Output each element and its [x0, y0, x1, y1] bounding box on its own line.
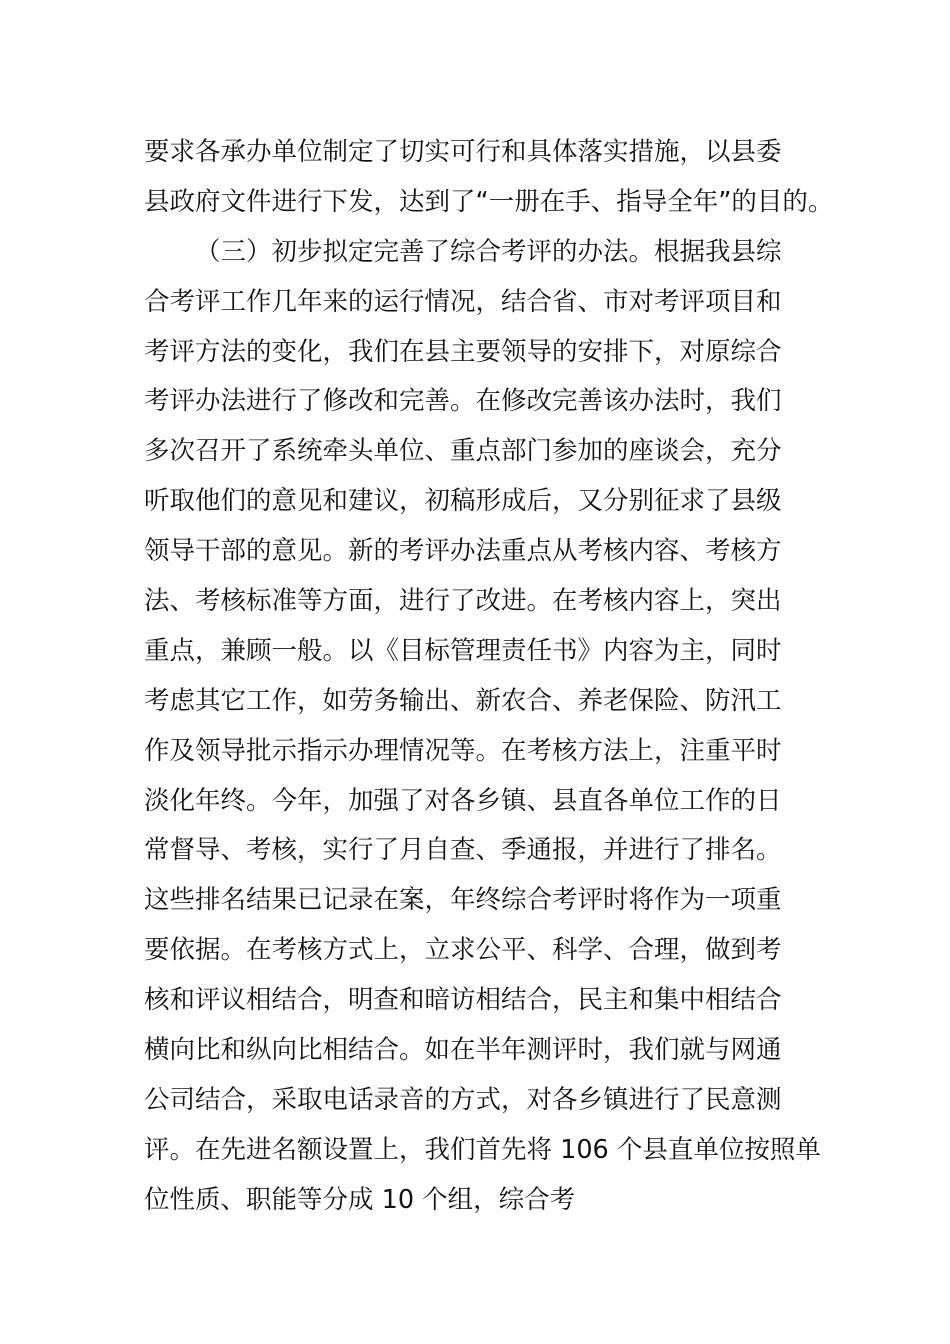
text-line-21: 评。在先进名额设置上，我们首先将 106 个县直单位按照单: [144, 1134, 821, 1165]
text-line-14: 淡化年终。今年，加强了对各乡镇、县直各单位工作的日: [144, 785, 782, 816]
text-line-6: 考评办法进行了修改和完善。在修改完善该办法时，我们: [144, 386, 782, 417]
text-line-12: 考虑其它工作，如劳务输出、新农合、养老保险、防汛工: [144, 685, 782, 716]
text-line-4: 合考评工作几年来的运行情况，结合省、市对考评项目和: [144, 286, 782, 317]
text-line-1: 要求各承办单位制定了切实可行和具体落实措施，以县委: [144, 137, 782, 167]
text-line-20: 公司结合，采取电话录音的方式，对各乡镇进行了民意测: [144, 1084, 782, 1115]
text-line-19: 横向比和纵向比相结合。如在半年测评时，我们就与网通: [144, 1035, 782, 1066]
text-line-22: 位性质、职能等分成 10 个组，综合考: [144, 1184, 576, 1215]
text-line-16: 这些排名结果已记录在案，年终综合考评时将作为一项重: [144, 885, 782, 916]
text-line-17: 要依据。在考核方式上，立求公平、科学、合理，做到考: [144, 935, 782, 966]
text-line-11: 重点，兼顾一般。以《目标管理责任书》内容为主，同时: [144, 635, 782, 666]
text-line-5: 考评方法的变化，我们在县主要领导的安排下，对原综合: [144, 336, 782, 367]
text-line-2: 县政府文件进行下发，达到了“一册在手、指导全年”的目的。: [144, 186, 834, 217]
text-line-18: 核和评议相结合，明查和暗访相结合，民主和集中相结合: [144, 985, 782, 1016]
text-line-10: 法、考核标准等方面，进行了改进。在考核内容上，突出: [144, 586, 782, 617]
text-line-3: （三）初步拟定完善了综合考评的办法。根据我县综: [195, 236, 782, 267]
body-text: [144, 128, 834, 1226]
text-line-13: 作及领导批示指示办理情况等。在考核方法上，注重平时: [144, 735, 782, 766]
text-line-7: 多次召开了系统牵头单位、重点部门参加的座谈会，充分: [144, 436, 782, 467]
text-line-9: 领导干部的意见。新的考评办法重点从考核内容、考核方: [144, 536, 782, 567]
text-line-15: 常督导、考核，实行了月自查、季通报，并进行了排名。: [144, 835, 782, 866]
text-line-8: 听取他们的意见和建议，初稿形成后，又分别征求了县级: [144, 486, 782, 517]
